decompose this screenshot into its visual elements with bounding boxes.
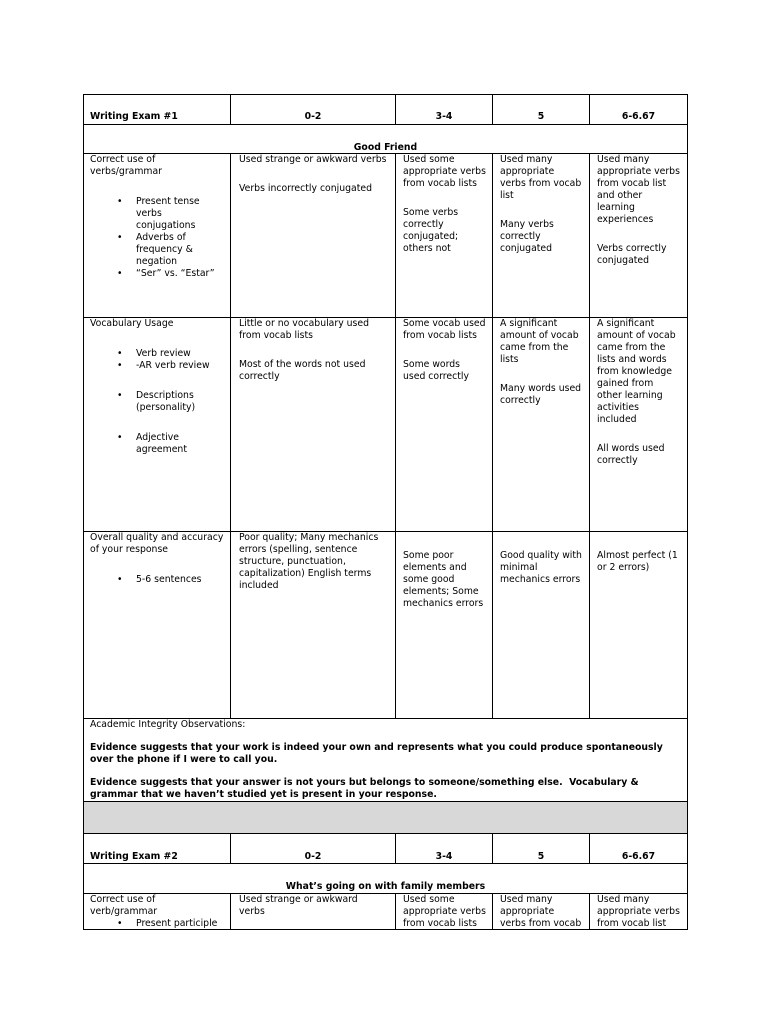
descriptor <box>403 207 490 255</box>
integrity-statement <box>90 742 685 766</box>
level-6-667-cell <box>590 318 688 532</box>
score-header-cell <box>231 95 396 125</box>
descriptor <box>500 154 587 202</box>
text-line: list <box>500 190 514 201</box>
text-line: Some poor <box>403 550 454 561</box>
descriptor <box>500 318 587 366</box>
separator-row <box>84 802 688 834</box>
text-line: Used many <box>500 154 553 165</box>
level-5-cell <box>493 894 590 930</box>
rubric-table <box>83 94 688 930</box>
bullet-item <box>136 348 228 360</box>
text-line: correctly <box>597 455 638 466</box>
level-3-4-cell <box>396 154 493 318</box>
text-line: A significant <box>500 318 558 329</box>
text-line: appropriate verbs <box>597 906 680 917</box>
text-line: frequency & <box>136 244 193 255</box>
bullet-item <box>136 268 228 280</box>
text-line: Correct use of <box>90 154 156 165</box>
score-range-label: 0-2 <box>304 851 322 862</box>
descriptor <box>239 154 393 166</box>
text-line: Poor quality; Many mechanics <box>239 532 379 543</box>
score-header-cell <box>396 95 493 125</box>
score-range-label: 0-2 <box>304 111 322 122</box>
text-line: some good <box>403 574 455 585</box>
descriptor <box>597 154 685 226</box>
text-line: appropriate verbs <box>403 906 486 917</box>
text-line: Most of the words not used <box>239 359 366 370</box>
descriptor <box>597 550 685 574</box>
text-line: Many verbs <box>500 219 554 230</box>
text-line: agreement <box>136 444 187 455</box>
descriptor <box>597 243 685 267</box>
text-line: mechanics errors <box>500 574 581 585</box>
text-line: appropriate verbs <box>597 166 680 177</box>
descriptor <box>239 183 393 195</box>
text-line: Used strange or awkward <box>239 894 358 905</box>
text-line: came from the <box>500 342 569 353</box>
text-line: All words used <box>597 443 665 454</box>
text-line: Used many <box>597 154 650 165</box>
text-line: • Present participle <box>136 918 218 929</box>
text-line: Used many <box>597 894 650 905</box>
text-line: grammar that we haven’t studied yet is present in your response. <box>90 789 437 800</box>
topic-row <box>84 125 688 154</box>
text-line: Verbs correctly <box>597 243 667 254</box>
text-line: from knowledge <box>597 366 672 377</box>
text-line: • Descriptions <box>136 390 194 401</box>
text-line: correctly <box>500 395 541 406</box>
descriptor <box>597 894 685 930</box>
text-line: came from the <box>597 342 666 353</box>
text-line: lists and words <box>597 354 667 365</box>
criterion-cell <box>84 154 231 318</box>
score-header-cell <box>396 834 493 864</box>
text-line: • Present tense <box>136 196 200 207</box>
text-line: amount of vocab <box>500 330 579 341</box>
text-line: Some verbs <box>403 207 459 218</box>
bullet-list <box>90 918 228 930</box>
bullet-item <box>136 196 228 232</box>
score-header-cell <box>590 95 688 125</box>
descriptor <box>403 318 490 342</box>
text-line: from vocab list <box>597 178 667 189</box>
text-line: • “Ser” vs. “Estar” <box>136 268 215 279</box>
descriptor <box>500 550 587 586</box>
level-6-667-cell <box>590 894 688 930</box>
score-range-label: 6-6.67 <box>621 851 656 862</box>
text-line: A significant <box>597 318 655 329</box>
score-range-label: 6-6.67 <box>621 111 656 122</box>
text-line: Correct use of <box>90 894 156 905</box>
text-line: amount of vocab <box>597 330 676 341</box>
bullet-list <box>90 348 228 372</box>
descriptor <box>597 318 685 426</box>
text-line: • Verb review <box>136 348 191 359</box>
level-0-2-cell <box>231 318 396 532</box>
text-line: experiences <box>597 214 654 225</box>
text-line: correctly <box>403 219 444 230</box>
bullet-list <box>90 432 228 456</box>
score-header-cell <box>590 834 688 864</box>
text-line: mechanics errors <box>403 598 484 609</box>
text-line: elements; Some <box>403 586 479 597</box>
text-line: conjugated; <box>403 231 459 242</box>
integrity-heading: Academic Integrity Observations: <box>90 719 246 730</box>
score-header-cell <box>493 834 590 864</box>
text-line: Some words <box>403 359 461 370</box>
text-line: learning <box>597 202 635 213</box>
level-5-cell <box>493 532 590 719</box>
text-line: Little or no vocabulary used <box>239 318 370 329</box>
text-line: • 5-6 sentences <box>136 574 202 585</box>
exam-title-cell <box>84 95 231 125</box>
bullet-item <box>136 390 228 414</box>
text-line: Good quality with <box>500 550 582 561</box>
level-0-2-cell <box>231 154 396 318</box>
text-line: Overall quality and accuracy <box>90 532 224 543</box>
level-3-4-cell <box>396 318 493 532</box>
text-line: Used some <box>403 894 455 905</box>
text-line: and other <box>597 190 643 201</box>
criterion-title <box>90 532 228 556</box>
level-3-4-cell <box>396 532 493 719</box>
text-line: capitalization) English terms <box>239 568 372 579</box>
text-line: appropriate <box>500 906 555 917</box>
text-line: of your response <box>90 544 169 555</box>
text-line: included <box>597 414 637 425</box>
text-line: from vocab lists <box>403 178 477 189</box>
text-line: verbs/grammar <box>90 166 162 177</box>
exam-title-cell <box>84 834 231 864</box>
text-line: conjugated <box>597 255 650 266</box>
exam-title: Writing Exam #1 <box>90 111 178 122</box>
text-line: conjugated <box>500 243 553 254</box>
descriptor <box>403 154 490 190</box>
text-line: errors (spelling, sentence <box>239 544 358 555</box>
text-line: others not <box>403 243 451 254</box>
criterion-title <box>90 154 228 178</box>
topic-title: Good Friend <box>353 142 418 153</box>
text-line: included <box>239 580 279 591</box>
bullet-item <box>136 232 228 268</box>
score-range-label: 5 <box>537 111 545 122</box>
text-line: verbs from vocab <box>500 178 582 189</box>
integrity-statement <box>90 777 685 801</box>
descriptor <box>239 894 393 918</box>
level-3-4-cell <box>396 894 493 930</box>
bullet-item <box>136 918 228 930</box>
descriptor <box>239 359 393 383</box>
text-line: from vocab lists <box>239 330 313 341</box>
descriptor <box>500 219 587 255</box>
descriptor <box>403 359 490 383</box>
text-line: conjugations <box>136 220 196 231</box>
descriptor <box>500 383 587 407</box>
text-line: • -AR verb review <box>136 360 210 371</box>
text-line: verbs from vocab <box>500 918 582 929</box>
text-line: from vocab lists <box>403 330 477 341</box>
descriptor <box>403 550 490 610</box>
level-6-667-cell <box>590 532 688 719</box>
exam-title: Writing Exam #2 <box>90 851 178 862</box>
text-line: (personality) <box>136 402 196 413</box>
criterion-title <box>90 318 228 330</box>
bullet-item <box>136 432 228 456</box>
descriptor <box>239 318 393 342</box>
bullet-item <box>136 574 228 586</box>
topic-row <box>84 864 688 894</box>
text-line: Some vocab used <box>403 318 486 329</box>
criterion-title <box>90 894 228 918</box>
bullet-list <box>90 390 228 414</box>
text-line: elements and <box>403 562 467 573</box>
text-line: Almost perfect (1 <box>597 550 678 561</box>
text-line: correctly <box>239 371 280 382</box>
text-line: verbs <box>136 208 162 219</box>
descriptor <box>597 443 685 467</box>
text-line: from vocab lists <box>403 918 477 929</box>
text-line: • Adverbs of <box>136 232 186 243</box>
text-line: structure, punctuation, <box>239 556 346 567</box>
text-line: appropriate verbs <box>403 166 486 177</box>
text-line: Used some <box>403 154 455 165</box>
text-line: from vocab list <box>597 918 667 929</box>
level-6-667-cell <box>590 154 688 318</box>
descriptor <box>239 532 393 592</box>
bullet-list <box>90 574 228 586</box>
text-line: other learning <box>597 390 663 401</box>
text-line: appropriate <box>500 166 555 177</box>
text-line: verb/grammar <box>90 906 158 917</box>
text-line: Evidence suggests that your work is indeed your own and represents what you could produce spontaneously <box>90 742 663 753</box>
text-line: activities <box>597 402 639 413</box>
score-header-cell <box>493 95 590 125</box>
text-line: Verbs incorrectly conjugated <box>239 183 372 194</box>
text-line: used correctly <box>403 371 469 382</box>
score-range-label: 5 <box>537 851 545 862</box>
bullet-item <box>136 360 228 372</box>
text-line: over the phone if I were to call you. <box>90 754 278 765</box>
text-line: negation <box>136 256 178 267</box>
text-line: minimal <box>500 562 538 573</box>
text-line: Evidence suggests that your answer is not yours but belongs to someone/something else. Vocabulary & <box>90 777 639 788</box>
descriptor <box>500 894 587 930</box>
level-5-cell <box>493 318 590 532</box>
text-line: Many words used <box>500 383 582 394</box>
level-5-cell <box>493 154 590 318</box>
text-line: Used strange or awkward verbs <box>239 154 387 165</box>
score-header-cell <box>231 834 396 864</box>
integrity-row <box>84 719 688 802</box>
text-line: Used many <box>500 894 553 905</box>
topic-title: What’s going on with family members <box>285 881 486 892</box>
score-range-label: 3-4 <box>435 851 453 862</box>
level-0-2-cell <box>231 894 396 930</box>
text-line: Vocabulary Usage <box>90 318 174 329</box>
text-line: or 2 errors) <box>597 562 650 573</box>
criterion-cell <box>84 532 231 719</box>
score-range-label: 3-4 <box>435 111 453 122</box>
text-line: • Adjective <box>136 432 179 443</box>
criterion-cell <box>84 318 231 532</box>
text-line: lists <box>500 354 519 365</box>
criterion-cell <box>84 894 231 930</box>
text-line: gained from <box>597 378 654 389</box>
text-line: verbs <box>239 906 265 917</box>
text-line: correctly <box>500 231 541 242</box>
level-0-2-cell <box>231 532 396 719</box>
descriptor <box>403 894 490 930</box>
bullet-list <box>90 196 228 280</box>
